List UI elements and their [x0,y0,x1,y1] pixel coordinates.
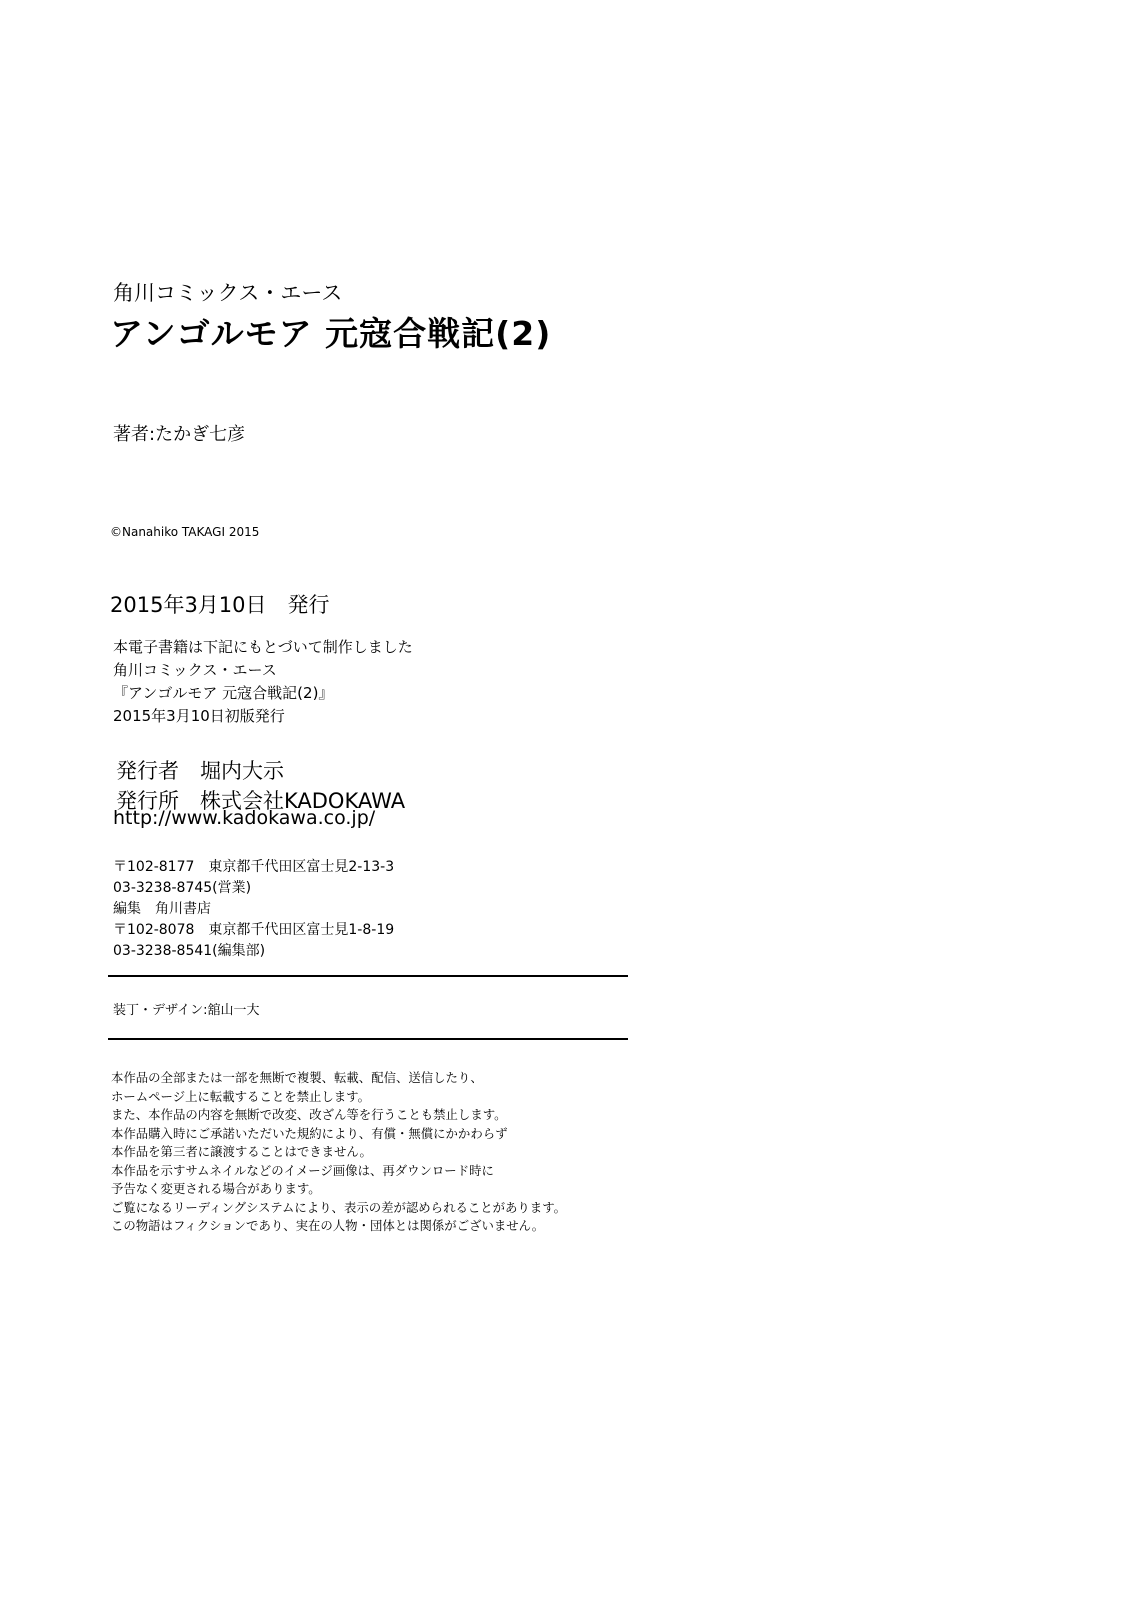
address-line: 03-3238-8745(営業) [113,880,252,896]
notice-line: 予告なく変更される場合があります。 [111,1181,321,1196]
notice-line: この物語はフィクションであり、実在の人物・団体とは関係がございません。 [111,1218,545,1233]
design-credit: 装丁・デザイン:舘山一大 [113,1003,260,1018]
notice-line: 本作品の全部または一部を無断で複製、転載、配信、送信したり、 [111,1070,483,1085]
source-line: 2015年3月10日初版発行 [113,707,285,725]
publisher-url: http://www.kadokawa.co.jp/ [113,807,376,829]
publication-date: 2015年3月10日 発行 [110,593,330,617]
series-label: 角川コミックス・エース [113,281,343,305]
source-edition-info [113,636,413,728]
author-credit: 著者:たかぎ七彦 [113,424,246,445]
notice-line: ホームページ上に転載することを禁止します。 [111,1088,370,1104]
notice-line: また、本作品の内容を無断で改変、改ざん等を行うことも禁止します。 [111,1107,507,1122]
address-line: 編集 角川書店 [113,901,211,917]
source-line: 『アンゴルモア 元寇合戦記(2)』 [113,684,334,702]
source-line: 本電子書籍は下記にもとづいて制作しました [113,638,413,656]
address-block [113,857,394,962]
notice-line: 本作品を示すサムネイルなどのイメージ画像は、再ダウンロード時に [111,1162,494,1178]
legal-notice [111,1069,566,1236]
copyright-notice: ©Nanahiko TAKAGI 2015 [110,525,260,539]
notice-line: ご覧になるリーディングシステムにより、表示の差が認められることがあります。 [111,1199,566,1215]
company-line: 発行所 株式会社KADOKAWA [116,789,406,813]
notice-line: 本作品を第三者に譲渡することはできません。 [111,1144,372,1159]
divider-top [108,975,628,977]
notice-line: 本作品購入時にご承諾いただいた規約により、有償・無償にかかわらず [111,1125,508,1141]
address-line: 〒102-8177 東京都千代田区富士見2-13-3 [113,859,395,875]
publisher-line: 発行者 堀内大示 [116,759,284,783]
source-line: 角川コミックス・エース [113,661,277,679]
divider-bottom [108,1038,628,1040]
address-line: 03-3238-8541(編集部) [113,943,266,959]
book-title: アンゴルモア 元寇合戦記(2) [110,314,552,353]
address-line: 〒102-8078 東京都千代田区富士見1-8-19 [113,922,395,938]
